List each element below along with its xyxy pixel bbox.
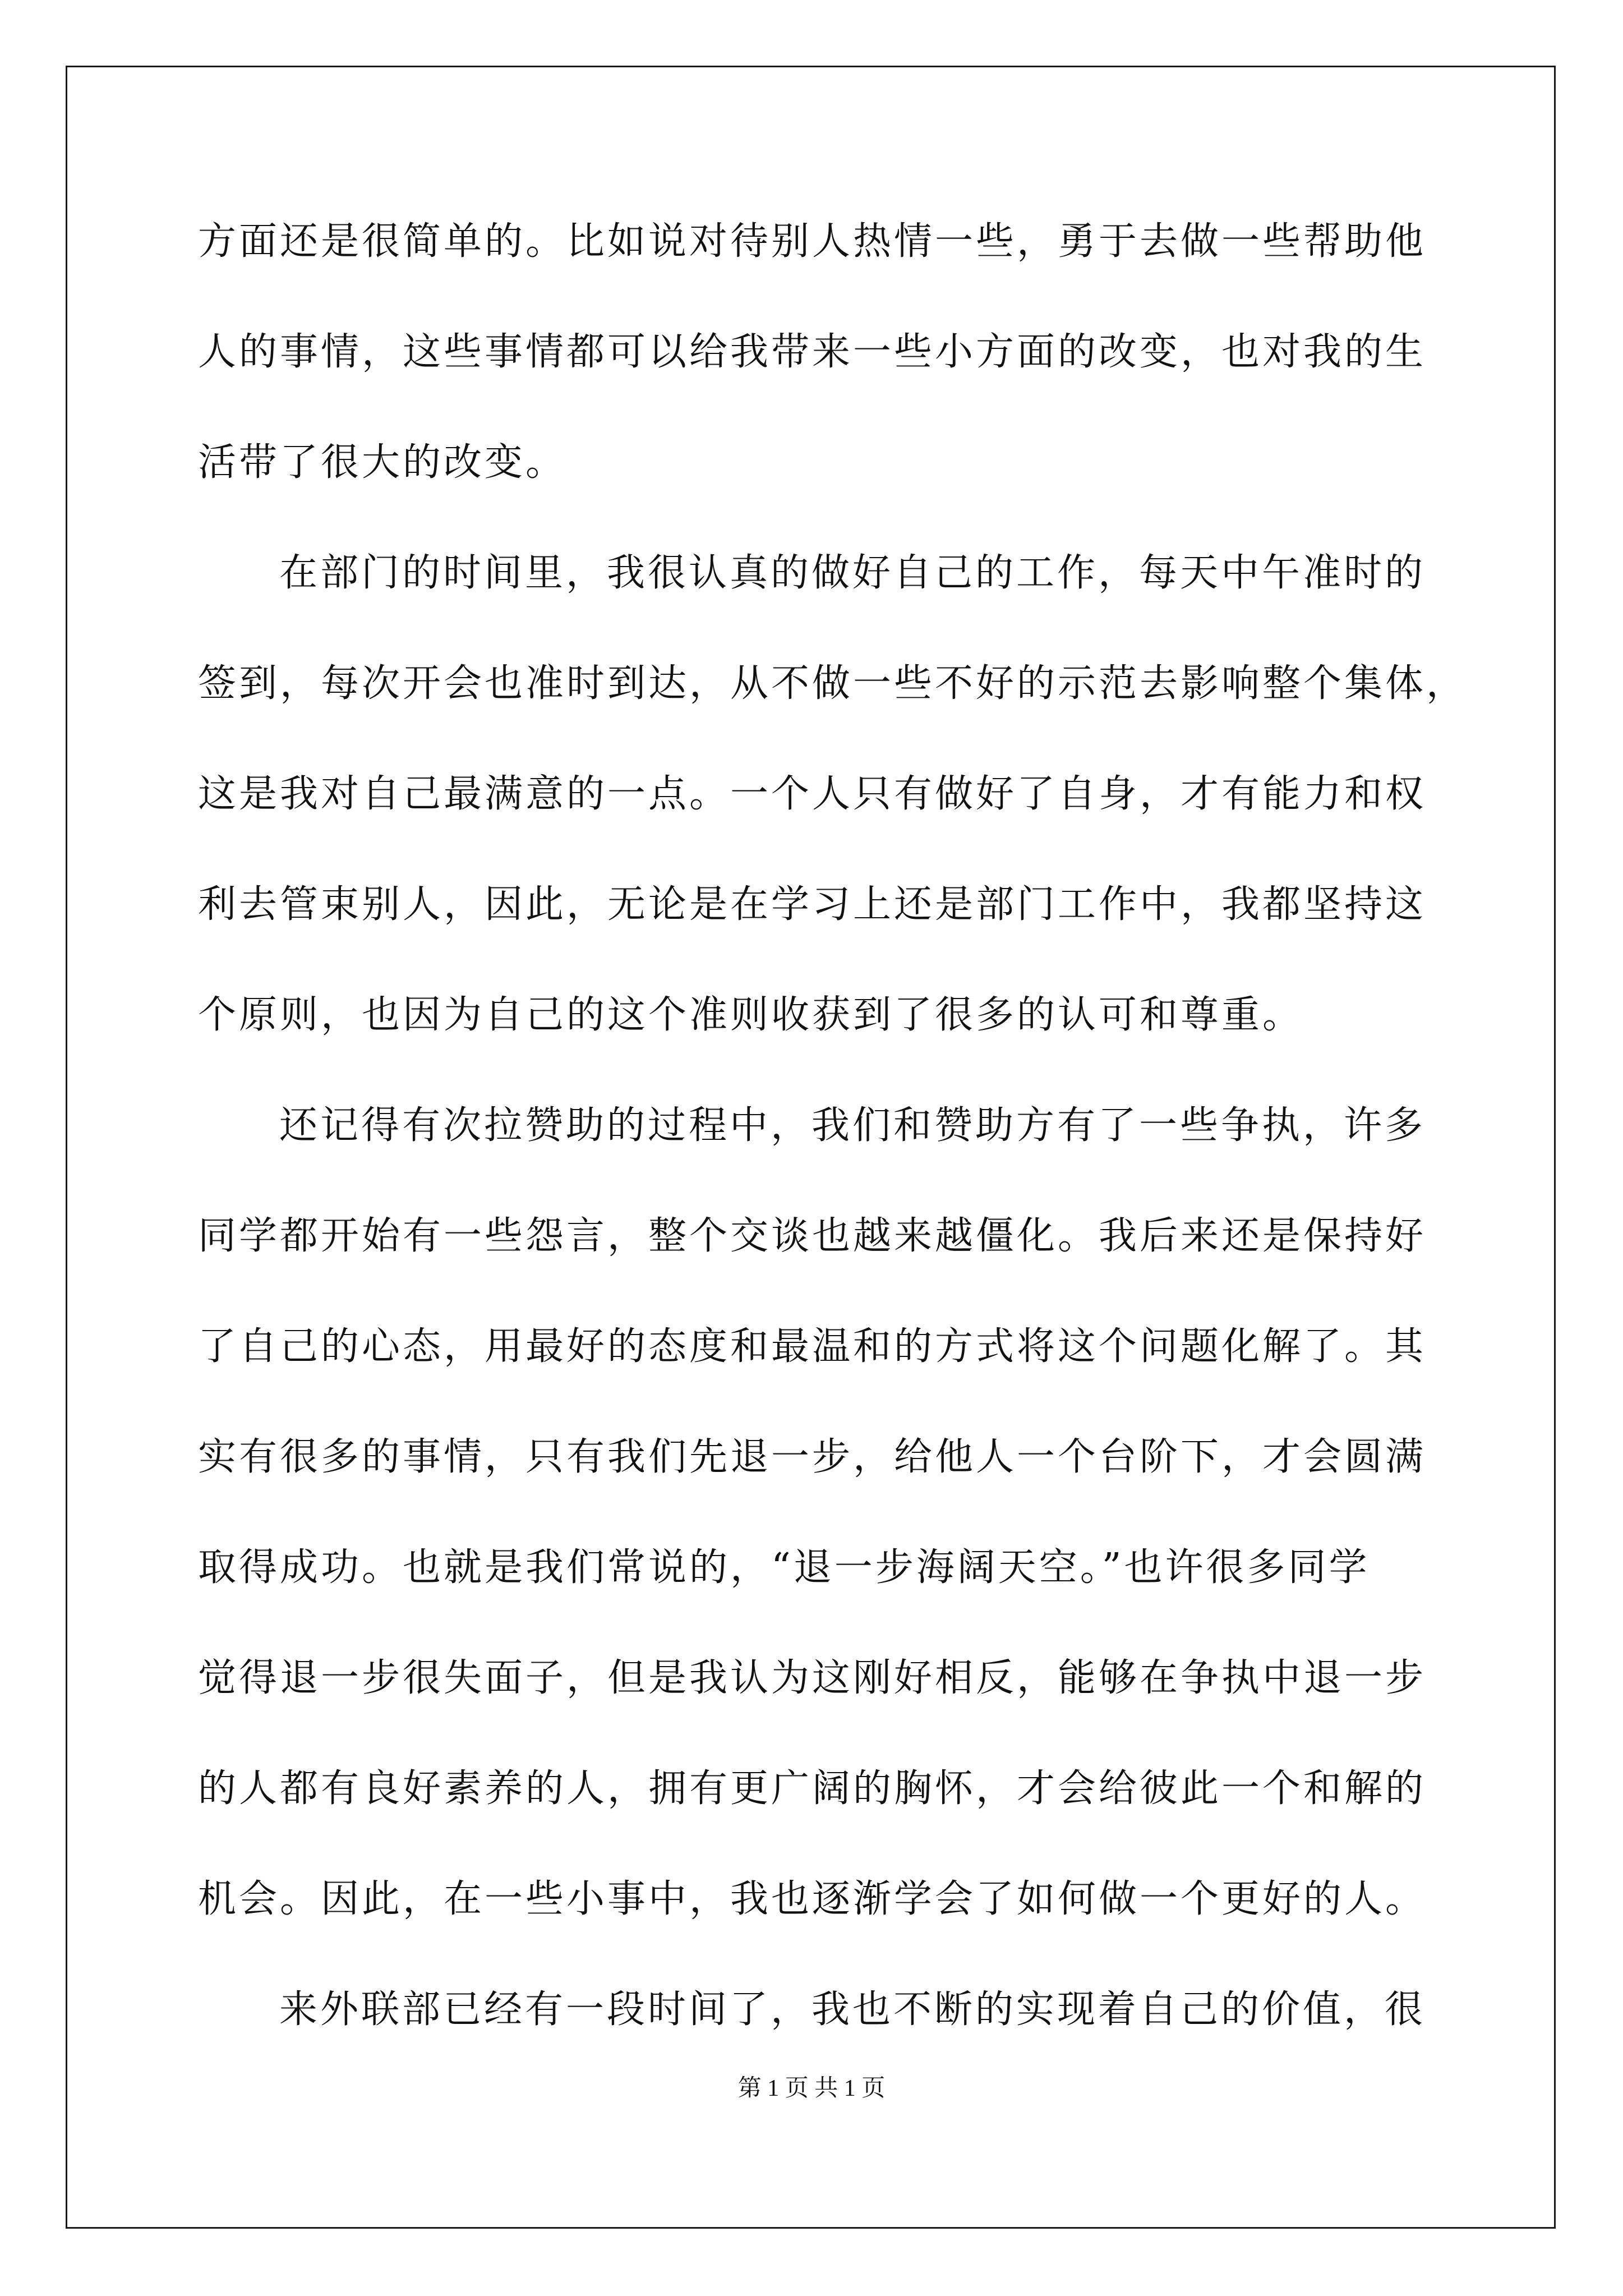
text-line: 觉得退一步很失面子，但是我认为这刚好相反，能够在争执中退一步 <box>198 1656 1427 1700</box>
text-line: 人的事情，这些事情都可以给我带来一些小方面的改变，也对我的生 <box>198 330 1427 374</box>
text-line: 签到，每次开会也准时到达，从不做一些不好的示范去影响整个集体， <box>198 661 1468 706</box>
text-line: 这是我对自己最满意的一点。一个人只有做好了自身，才有能力和权 <box>198 772 1427 816</box>
text-line: 活带了很大的改变。 <box>198 440 567 485</box>
text-line: 实有很多的事情，只有我们先退一步，给他人一个台阶下，才会圆满 <box>198 1435 1427 1479</box>
text-line: 机会。因此，在一些小事中，我也逐渐学会了如何做一个更好的人。 <box>198 1877 1427 1921</box>
text-line: 取得成功。也就是我们常说的，“退一步海阔天空。”也许很多同学 <box>198 1545 1370 1590</box>
text-line: 利去管束别人，因此，无论是在学习上还是部门工作中，我都坚持这 <box>198 882 1427 927</box>
text-line: 的人都有良好素养的人，拥有更广阔的胸怀，才会给彼此一个和解的 <box>198 1766 1427 1811</box>
text-line: 方面还是很简单的。比如说对待别人热情一些，勇于去做一些帮助他 <box>198 219 1427 264</box>
paragraph-first-line: 来外联部已经有一段时间了，我也不断的实现着自己的价值，很 <box>279 1987 1426 2032</box>
text-line: 同学都开始有一些怨言，整个交谈也越来越僵化。我后来还是保持好 <box>198 1214 1427 1258</box>
text-line: 了自己的心态，用最好的态度和最温和的方式将这个问题化解了。其 <box>198 1324 1427 1369</box>
page-number: 第 1 页 共 1 页 <box>737 2076 886 2101</box>
paragraph-first-line: 还记得有次拉赞助的过程中，我们和赞助方有了一些争执，许多 <box>279 1103 1426 1148</box>
text-line: 个原则，也因为自己的这个准则收获到了很多的认可和尊重。 <box>198 993 1304 1037</box>
paragraph-first-line: 在部门的时间里，我很认真的做好自己的工作，每天中午准时的 <box>279 551 1426 595</box>
